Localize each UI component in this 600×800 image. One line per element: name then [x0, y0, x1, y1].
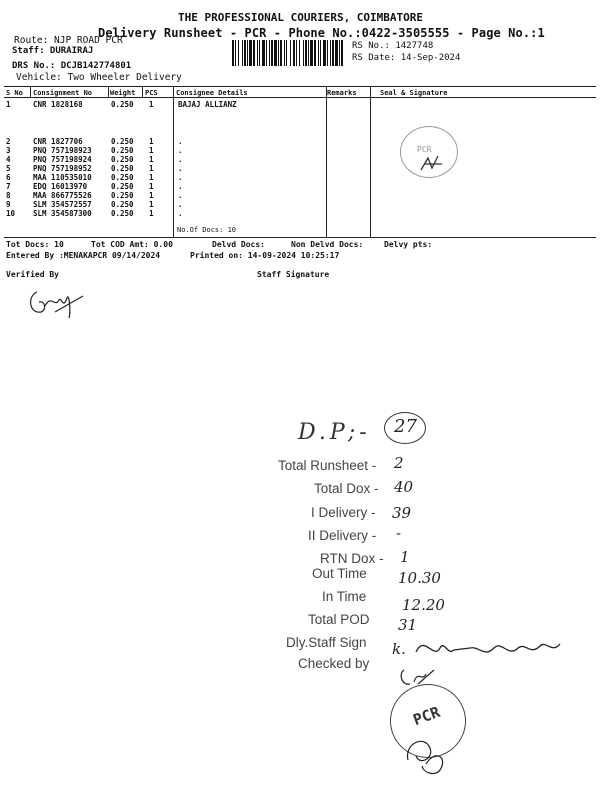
- total-runsheet-value: 2: [394, 454, 404, 472]
- total-dox-value: 40: [394, 478, 414, 496]
- cell-consignment: MAA 866775526: [33, 191, 92, 200]
- first-delivery-label: I Delivery -: [311, 505, 376, 520]
- col-divider: [108, 86, 109, 97]
- total-pod-label: Total POD: [308, 612, 370, 627]
- cell-weight: 0.250: [111, 200, 134, 209]
- dp-circle: [384, 412, 426, 444]
- col-divider: [30, 86, 31, 97]
- cell-sno: 2: [6, 137, 11, 146]
- cell-pcs: 1: [149, 155, 154, 164]
- cell-pcs: 1: [149, 173, 154, 182]
- cell-pcs: 1: [149, 146, 154, 155]
- col-divider: [326, 86, 327, 237]
- table-header-border: [4, 97, 596, 98]
- cell-sno: 9: [6, 200, 11, 209]
- cell-consignment: SLM 354572557: [33, 200, 92, 209]
- col-divider: [370, 86, 371, 237]
- dp-label: D.P;-: [298, 420, 371, 445]
- cell-weight: 0.250: [111, 164, 134, 173]
- in-time-label: In Time: [322, 589, 367, 604]
- no-of-docs: No.Of Docs: 10: [177, 226, 237, 234]
- out-time-value: 10.30: [398, 569, 441, 587]
- col-header-seal: Seal & Signature: [380, 89, 448, 97]
- cell-pcs: 1: [149, 137, 154, 146]
- cell-sno: 8: [6, 191, 11, 200]
- cell-sno: 4: [6, 155, 11, 164]
- cell-pcs: 1: [149, 182, 154, 191]
- col-divider: [142, 86, 143, 97]
- staff-sign-value: k.: [392, 640, 406, 658]
- table-bottom-border: [4, 237, 596, 238]
- company-name: THE PROFESSIONAL COURIERS, COIMBATORE: [178, 11, 424, 24]
- col-header-weight: Weight: [110, 89, 136, 97]
- rs-date: RS Date: 14-Sep-2024: [352, 53, 461, 63]
- cell-consignment: PNQ 757198924: [33, 155, 92, 164]
- col-header-pcs: PCS: [145, 89, 158, 97]
- cell-weight: 0.250: [111, 209, 134, 218]
- rtn-dox-value: 1: [400, 548, 410, 566]
- cell-sno: 1: [6, 100, 11, 109]
- barcode: [232, 40, 344, 66]
- total-docs: Tot Docs: 10: [6, 240, 64, 249]
- second-delivery-value: -: [396, 524, 402, 542]
- cell-consignment: CNR 1828168: [33, 100, 83, 109]
- vehicle-label: Vehicle: Two Wheeler Delivery: [16, 72, 182, 83]
- cell-consignee: .: [178, 200, 183, 209]
- drs-number: DRS No.: DCJB142774801: [12, 61, 132, 71]
- rtn-dox-label: RTN Dox -: [320, 551, 384, 566]
- cell-weight: 0.250: [111, 182, 134, 191]
- table-top-border: [4, 86, 596, 87]
- non-delivered-docs: Non Delvd Docs:: [291, 240, 364, 249]
- verified-by-label: Verified By: [6, 270, 59, 279]
- cell-pcs: 1: [149, 164, 154, 173]
- cell-pcs: 1: [149, 100, 154, 109]
- cell-consignee: .: [178, 164, 183, 173]
- out-time-label: Out Time: [312, 566, 367, 581]
- cell-weight: 0.250: [111, 155, 134, 164]
- total-runsheet-label: Total Runsheet -: [278, 458, 377, 473]
- col-divider: [173, 86, 174, 237]
- col-header-consignment: Consignment No: [33, 89, 93, 97]
- cell-sno: 3: [6, 146, 11, 155]
- cell-consignee: .: [178, 155, 183, 164]
- verifier-signature: [25, 282, 95, 324]
- total-pod-value: 31: [398, 616, 418, 634]
- runsheet-title: Delivery Runsheet - PCR - Phone No.:0422-3505555 - Page No.:1: [98, 26, 545, 40]
- staff-signature-label: Staff Signature: [257, 270, 330, 279]
- first-delivery-value: 39: [392, 504, 412, 522]
- cell-sno: 6: [6, 173, 11, 182]
- cell-consignee: .: [178, 137, 183, 146]
- cell-consignee: .: [178, 173, 183, 182]
- printed-on: Printed on: 14-09-2024 10:25:17: [190, 251, 340, 260]
- checked-by-label: Checked by: [298, 656, 370, 671]
- cell-sno: 5: [6, 164, 11, 173]
- cell-consignment: PNQ 757198952: [33, 164, 92, 173]
- cell-consignee: BAJAJ ALLIANZ: [178, 100, 237, 109]
- total-dox-label: Total Dox -: [314, 481, 379, 496]
- stamp-overlay-signature: [400, 720, 460, 780]
- dp-value: 27: [394, 416, 417, 437]
- delivered-docs: Delvd Docs:: [212, 240, 265, 249]
- col-header-remarks: Remarks: [327, 89, 357, 97]
- staff-label: Staff: DURAIRAJ: [12, 46, 94, 56]
- cell-weight: 0.250: [111, 191, 134, 200]
- cell-pcs: 1: [149, 209, 154, 218]
- initials-signature: [418, 150, 448, 176]
- delivery-points: Delvy pts:: [384, 240, 433, 249]
- cell-consignment: CNR 1827706: [33, 137, 83, 146]
- cell-consignment: PNQ 757198923: [33, 146, 92, 155]
- staff-signature-scrawl: [410, 630, 570, 666]
- cell-consignee: .: [178, 182, 183, 191]
- entered-by: Entered By :MENAKAPCR 09/14/2024: [6, 251, 161, 260]
- stamp-text: PCR: [417, 145, 432, 154]
- cell-weight: 0.250: [111, 146, 134, 155]
- cell-consignment: MAA 110535010: [33, 173, 92, 182]
- cell-weight: 0.250: [111, 137, 134, 146]
- staff-sign-label: Dly.Staff Sign: [286, 635, 367, 650]
- cell-consignment: SLM 354587300: [33, 209, 92, 218]
- cell-consignee: .: [178, 191, 183, 200]
- cell-sno: 7: [6, 182, 11, 191]
- cell-consignment: EDQ 16013970: [33, 182, 88, 191]
- cell-weight: 0.250: [111, 100, 134, 109]
- col-header-consignee: Consignee Details: [176, 89, 248, 97]
- cell-consignee: .: [178, 146, 183, 155]
- rs-number: RS No.: 1427748: [352, 41, 434, 51]
- col-header-sno: S No: [6, 89, 23, 97]
- stamp-text: PCR: [410, 702, 443, 730]
- cell-weight: 0.250: [111, 173, 134, 182]
- cell-pcs: 1: [149, 191, 154, 200]
- cell-pcs: 1: [149, 200, 154, 209]
- total-cod: Tot COD Amt: 0.00: [91, 240, 173, 249]
- second-delivery-label: II Delivery -: [308, 528, 377, 543]
- cell-sno: 10: [6, 209, 16, 218]
- cell-consignee: .: [178, 209, 183, 218]
- in-time-value: 12.20: [402, 596, 445, 614]
- route-label: Route: NJP ROAD PCR: [14, 35, 123, 46]
